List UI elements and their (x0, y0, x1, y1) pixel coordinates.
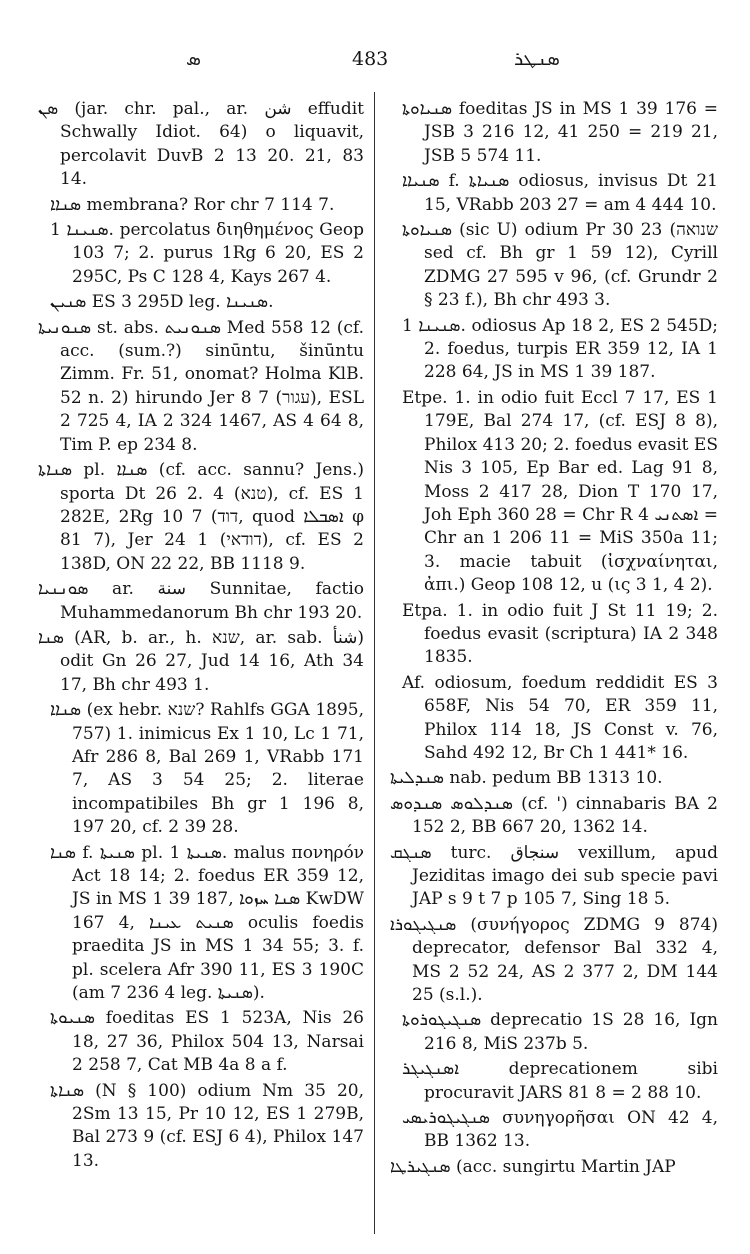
dictionary-entry: ܣܢܓܝܓܘܪܘܬܐ deprecatio 1S 28 16, Ign 216 8, MiS 237b 5. (402, 1010, 718, 1054)
dictionary-entry: ܣܢܐ (AR, b. ar., h. שנא, ar. sab. شنأ) odit Gn 26 27, Jud 14 16, Ath 34 17, Bh chr 493 1. (38, 627, 364, 695)
dictionary-entry: ܣܢܓܝܓܘܪܐ (συνήγορος ZDMG 9 874) deprecator, defensor Bal 332 4, MS 2 52 24, AS 2 377 2, DM 144 25 (s.l.). (390, 914, 718, 1006)
dictionary-entry: ܣܢܝܢ ES 3 295D leg. ܣܢܝܢܐ. (50, 292, 274, 313)
dictionary-entry: ܣܢܝܢܐ 1. percolatus διηθημένος Geop 103 7; 2. purus 1Rg 6 20, ES 2 295C, Ps C 128 4, Kays 267 4. (50, 220, 364, 287)
dictionary-entry: ܣܢܝܢܐ 1. odiosus Ap 18 2, ES 2 545D; 2. foedus, turpis ER 359 12, IA 1 228 64, JS in MS 1 39 187. (402, 315, 718, 383)
dictionary-entry: ܣܢܓܝܓܘܪܝܣܝ συνηγορῆσαι ON 42 4, BB 1362 13. (402, 1108, 718, 1152)
dictionary-entry: ܣܢܐܐ membrana? Ror chr 7 114 7. (50, 194, 335, 215)
dictionary-entry: ܣܢܝܐܐ f. ܣܢܝܐܬܐ odiosus, invisus Dt 21 15, VRabb 203 27 = am 4 444 10. (402, 171, 718, 215)
dictionary-entry: ܣܢܝܐܘܬܐ foeditas JS in MS 1 39 176 = JSB 3 216 12, 41 250 = 219 21, JSB 5 574 11. (402, 99, 718, 166)
right-column (390, 98, 718, 1181)
header-letter: ܣ (186, 48, 202, 70)
dictionary-entry: ܣܢܘܢܝܬܐ st. abs. ܣܢܘܢܝܬ Med 558 12 (cf. acc. (sum.?) sinūntu, šinūntu Zimm. Fr. 51, onomat? Holma KlB. 52 n. 2) hirundo Jer 8 7 (עגור), ESL 2 725 4, IA 2 324 1467, AS 4 64 8, Tim P. ep 234 8. (38, 317, 364, 455)
dictionary-entry: ܣܘܢܢܝܐ ar. سنة Sunnitae, factio Muhammedanorum Bh chr 193 20. (38, 579, 364, 623)
dictionary-entry: ܣܢ (jar. chr. pal., ar. شن effudit Schwally Idiot. 64) o liquavit, percolavit DuvB 2 13 20. 21, 83 14. (38, 99, 364, 190)
left-column (38, 98, 364, 1175)
dictionary-entry: ܣܢܐܬܐ (N § 100) odium Nm 35 20, 2Sm 13 15, Pr 10 12, ES 1 279B, Bal 273 9 (cf. ESJ 6 4), Philox 147 13. (50, 1080, 364, 1171)
dictionary-entry: ܣܢܝܐܘܬܐ (sic U) odium Pr 30 23 (שנואה sed cf. Bh gr 1 59 12), Cyrill ZDMG 27 595 v 96, (cf. Grundr 2 § 23 f.), Bh chr 493 3. (402, 220, 718, 311)
page-number: 483 (352, 48, 389, 70)
dictionary-entry: ܣܢܕܠܘܣ ܣܢܕܘܣ (cf. ') cinnabaris BA 2 152 2, BB 667 20, 1362 14. (390, 793, 718, 838)
dictionary-entry: ܣܢܕܠܝܬܐ nab. pedum BB 1313 10. (390, 768, 663, 789)
dictionary-entry: ܣܢܓܩ turc. سنجاق vexillum, apud Jeziditas imago dei sub specie pavi JAP s 9 t 7 p 105 7, Sing 18 5. (390, 842, 718, 910)
dictionary-entry: ܣܢܝܘܬܐ foeditas ES 1 523A, Nis 26 18, 27 36, Philox 504 13, Narsai 2 258 7, Cat MB 4a 8 a f. (50, 1008, 364, 1076)
dictionary-entry: Af. odiosum, foedum reddidit ES 3 658F, Nis 54 70, ER 359 11, Philox 114 18, JS Const v. 76, Sahd 492 12, Br Ch 1 441* 16. (402, 672, 718, 763)
dictionary-entry: ܣܢܐܬܐ pl. ܣܢܐܐ (cf. acc. sannu? Jens.) sporta Dt 26 2. 4 (טנא), cf. ES 1 282E, 2Rg 10 7 (דוד, quod ܐܣܒܠܐ φ 81 7), Jer 24 1 (דודאי), cf. ES 2 138D, ON 22 22, BB 1118 9. (38, 460, 365, 574)
header-catchword: ܣܢܛܪ (514, 48, 560, 70)
dictionary-entry: Etpa. 1. in odio fuit J St 11 19; 2. foedus evasit (scriptura) IA 2 348 1835. (402, 600, 718, 668)
dictionary-entry: ܣܢܐ f. ܣܢܝܬܐ pl. ܣܢܝܬܐ 1. malus πονηρόν Act 18 14; 2. foedus ER 359 12, JS in MS 1 39 187, ܣܢܐ ܚܙܘܐ KwDW 167 4, ܣܢܝܬ ܥܝܢܐ oculis foedis praedita JS in MS 1 34 55; 3. f. pl. scelera Afr 390 11, ES 3 190C (am 7 236 4 leg. ܣܢܝܬܐ). (50, 842, 365, 1004)
column-divider (374, 92, 375, 1234)
dictionary-entry: Etpe. 1. in odio fuit Eccl 7 17, ES 1 179E, Bal 274 17, (cf. ESJ 8 8), Philox 413 20; 2. foedus evasit ES Nis 3 105, Ep Bar ed. Lag 91 8, Moss 2 417 28, Dion T 170 17, Joh Eph 360 28 = Chr R ܐܣܬܢܝ 4 = Chr an 1 206 11 = MiS 350a 11; 3. macie tabuit (ἰσχναίνηται, ἀπι.) Geop 108 12, u (ις 3 1, 4 2). (402, 387, 718, 596)
dictionary-entry: ܣܢܓܝܪܛܐ (acc. sungirtu Martin JAP (390, 1156, 676, 1177)
dictionary-entry: ܣܢܐܐ (ex hebr. שנא? Rahlfs GGA 1895, 757) 1. inimicus Ex 1 10, Lc 1 71, Afr 286 8, Bal 269 1, VRabb 171 7, AS 3 54 25; 2. literae incompatibiles Bh gr 1 196 8, 197 20, cf. 2 39 28. (50, 700, 364, 838)
page-header (0, 48, 750, 78)
dictionary-entry: ܐܣܢܓܝܓܪ deprecationem sibi procuravit JARS 81 8 = 2 88 10. (402, 1059, 718, 1103)
